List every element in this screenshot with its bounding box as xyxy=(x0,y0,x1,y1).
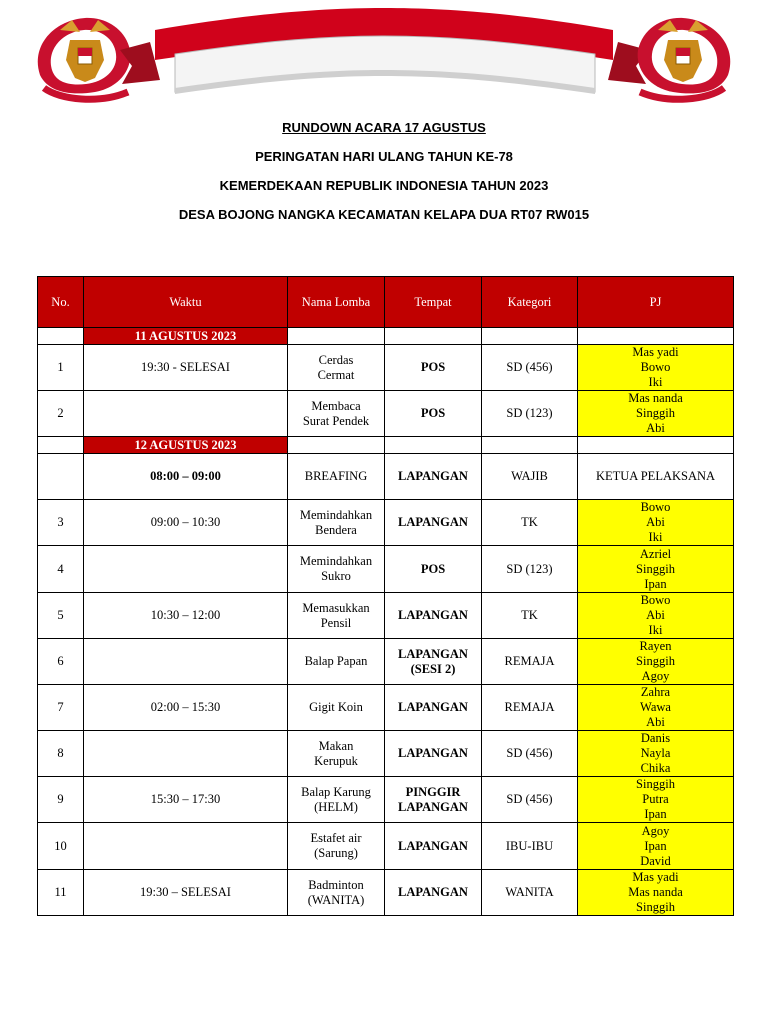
cell-no: 4 xyxy=(38,546,84,593)
header-tempat: Tempat xyxy=(385,277,482,328)
cell-pj xyxy=(578,391,734,437)
pj-name: Abi xyxy=(646,515,665,529)
lomba-line: (Sarung) xyxy=(314,846,358,860)
cell-tempat xyxy=(385,639,482,685)
cell-nama-lomba xyxy=(288,345,385,391)
pj-name: Iki xyxy=(648,623,663,637)
lomba-line: (WANITA) xyxy=(307,892,365,907)
lomba-line: BREAFING xyxy=(304,469,368,483)
cell-pj xyxy=(578,454,734,500)
tempat-line: PINGGIR xyxy=(405,784,461,799)
cell-pj xyxy=(578,500,734,546)
cell-tempat xyxy=(385,685,482,731)
cell-no: 6 xyxy=(38,639,84,685)
pj-name: Ipan xyxy=(644,838,667,853)
pj-name: Mas yadi xyxy=(632,870,679,884)
table-row xyxy=(38,639,734,685)
pj-name: Abi xyxy=(646,608,665,622)
cell-kategori: IBU-IBU xyxy=(482,823,578,870)
cell-nama-lomba xyxy=(288,823,385,870)
cell-kategori: SD (456) xyxy=(482,777,578,823)
cell-waktu: 19:30 – SELESAI xyxy=(84,870,288,916)
cell-pj xyxy=(578,639,734,685)
pj-name: David xyxy=(640,853,671,868)
pj-name: Mas yadi xyxy=(632,345,679,359)
cell-kategori: SD (456) xyxy=(482,731,578,777)
cell-waktu xyxy=(84,546,288,593)
cell-kategori: TK xyxy=(482,593,578,639)
pj-name: Agoy xyxy=(641,823,670,838)
empty-cell xyxy=(578,437,734,454)
cell-pj xyxy=(578,870,734,916)
lomba-line: Bendera xyxy=(315,522,357,537)
pj-name: Zahra xyxy=(640,685,671,699)
garuda-emblem-right-icon xyxy=(638,18,731,99)
cell-waktu xyxy=(84,391,288,437)
cell-waktu xyxy=(84,639,288,685)
lomba-line: Gigit Koin xyxy=(309,700,363,714)
pj-name: Nayla xyxy=(640,746,671,760)
cell-no: 2 xyxy=(38,391,84,437)
document-titles xyxy=(0,118,768,234)
cell-waktu: 19:30 - SELESAI xyxy=(84,345,288,391)
cell-pj xyxy=(578,345,734,391)
cell-kategori: WAJIB xyxy=(482,454,578,500)
header-banner xyxy=(0,0,768,120)
cell-tempat xyxy=(385,345,482,391)
cell-pj xyxy=(578,777,734,823)
pj-name: KETUA PELAKSANA xyxy=(595,469,716,483)
cell-nama-lomba xyxy=(288,870,385,916)
date-label: 12 AGUSTUS 2023 xyxy=(84,437,288,454)
empty-cell xyxy=(38,328,84,345)
pj-name: Rayen xyxy=(639,639,672,653)
lomba-line: Pensil xyxy=(320,615,352,630)
date-row xyxy=(38,328,734,345)
pj-name: Ipan xyxy=(644,807,667,821)
cell-nama-lomba xyxy=(288,639,385,685)
empty-cell xyxy=(288,437,385,454)
lomba-line: Memindahkan xyxy=(299,554,373,568)
empty-cell xyxy=(482,437,578,454)
pj-name: Mas nanda xyxy=(628,885,683,899)
cell-nama-lomba xyxy=(288,777,385,823)
cell-pj xyxy=(578,685,734,731)
pj-name: Putra xyxy=(642,792,669,806)
pj-name: Singgih xyxy=(636,654,675,668)
pj-name: Iki xyxy=(648,375,663,389)
cell-no: 3 xyxy=(38,500,84,546)
cell-kategori: REMAJA xyxy=(482,639,578,685)
pj-name: Iki xyxy=(648,530,663,544)
subtitle-line-1: PERINGATAN HARI ULANG TAHUN KE-78 xyxy=(255,149,513,164)
cell-nama-lomba xyxy=(288,454,385,500)
pj-name: Singgih xyxy=(636,406,675,420)
lomba-line: Kerupuk xyxy=(314,753,358,768)
lomba-line: (HELM) xyxy=(314,799,358,814)
pj-name: Wawa xyxy=(640,700,671,714)
table-header-row xyxy=(38,277,734,328)
red-white-ribbon xyxy=(120,8,648,94)
cell-no: 1 xyxy=(38,345,84,391)
cell-kategori: SD (123) xyxy=(482,546,578,593)
cell-kategori: WANITA xyxy=(482,870,578,916)
cell-tempat xyxy=(385,500,482,546)
cell-no: 5 xyxy=(38,593,84,639)
cell-waktu: 08:00 – 09:00 xyxy=(84,454,288,500)
cell-nama-lomba xyxy=(288,593,385,639)
lomba-line: Membaca xyxy=(311,398,361,413)
table-row xyxy=(38,777,734,823)
pj-name: Ipan xyxy=(644,576,667,591)
empty-cell xyxy=(288,328,385,345)
date-row xyxy=(38,437,734,454)
cell-kategori: SD (123) xyxy=(482,391,578,437)
cell-nama-lomba xyxy=(288,500,385,546)
pj-name: Singgih xyxy=(636,561,675,576)
pj-name: Singgih xyxy=(636,900,675,914)
cell-tempat xyxy=(385,546,482,593)
subtitle-line-3: DESA BOJONG NANGKA KECAMATAN KELAPA DUA RT07 RW015 xyxy=(178,207,590,222)
cell-no: 11 xyxy=(38,870,84,916)
table-row xyxy=(38,823,734,870)
pj-name: Azriel xyxy=(639,546,672,561)
table-row xyxy=(38,391,734,437)
pj-name: Bowo xyxy=(640,360,671,374)
tempat-line: POS xyxy=(420,406,446,420)
cell-pj xyxy=(578,546,734,593)
cell-waktu xyxy=(84,731,288,777)
tempat-line: LAPANGAN xyxy=(398,885,468,899)
header-no: No. xyxy=(38,277,84,328)
tempat-line: LAPANGAN xyxy=(398,469,468,483)
cell-no: 7 xyxy=(38,685,84,731)
cell-tempat xyxy=(385,870,482,916)
date-label: 11 AGUSTUS 2023 xyxy=(84,328,288,345)
lomba-line: Memindahkan xyxy=(299,507,373,522)
cell-tempat xyxy=(385,391,482,437)
lomba-line: Badminton xyxy=(308,877,364,892)
lomba-line: Balap Karung xyxy=(301,784,371,799)
pj-name: Singgih xyxy=(636,777,675,791)
cell-waktu: 15:30 – 17:30 xyxy=(84,777,288,823)
empty-cell xyxy=(482,328,578,345)
tempat-line: LAPANGAN xyxy=(398,646,468,661)
lomba-line: Estafet air xyxy=(310,831,362,845)
pj-name: Abi xyxy=(646,421,665,435)
tempat-line: LAPANGAN xyxy=(398,838,468,853)
table-row xyxy=(38,593,734,639)
garuda-emblem-left-icon xyxy=(38,18,131,99)
lomba-line: Makan xyxy=(318,738,354,753)
cell-waktu: 02:00 – 15:30 xyxy=(84,685,288,731)
lomba-line: Cermat xyxy=(317,367,355,382)
cell-no: 10 xyxy=(38,823,84,870)
table-row xyxy=(38,500,734,546)
tempat-line: LAPANGAN xyxy=(398,515,468,529)
pj-name: Danis xyxy=(640,731,671,745)
cell-no: 8 xyxy=(38,731,84,777)
tempat-line: LAPANGAN xyxy=(398,608,468,622)
cell-no xyxy=(38,454,84,500)
tempat-line: LAPANGAN xyxy=(398,746,468,760)
cell-waktu: 09:00 – 10:30 xyxy=(84,500,288,546)
cell-nama-lomba xyxy=(288,731,385,777)
table-row xyxy=(38,546,734,593)
lomba-line: Surat Pendek xyxy=(302,413,370,428)
tempat-line: LAPANGAN xyxy=(398,799,468,814)
cell-no: 9 xyxy=(38,777,84,823)
cell-nama-lomba xyxy=(288,546,385,593)
empty-cell xyxy=(385,437,482,454)
table-row xyxy=(38,345,734,391)
cell-waktu xyxy=(84,823,288,870)
table-row xyxy=(38,454,734,500)
document-title: RUNDOWN ACARA 17 AGUSTUS xyxy=(282,120,486,135)
pj-name: Chika xyxy=(640,761,671,775)
pj-name: Agoy xyxy=(641,669,670,683)
cell-nama-lomba xyxy=(288,685,385,731)
table-row xyxy=(38,731,734,777)
cell-tempat xyxy=(385,731,482,777)
cell-tempat xyxy=(385,777,482,823)
pj-name: Bowo xyxy=(640,593,671,607)
cell-pj xyxy=(578,731,734,777)
cell-kategori: SD (456) xyxy=(482,345,578,391)
pj-name: Bowo xyxy=(640,500,671,514)
cell-tempat xyxy=(385,593,482,639)
cell-kategori: TK xyxy=(482,500,578,546)
lomba-line: Cerdas xyxy=(318,352,354,367)
empty-cell xyxy=(38,437,84,454)
subtitle-line-2: KEMERDEKAAN REPUBLIK INDONESIA TAHUN 2023 xyxy=(219,178,549,193)
table-row xyxy=(38,870,734,916)
lomba-line: Sukro xyxy=(321,569,351,583)
cell-tempat xyxy=(385,454,482,500)
lomba-line: Balap Papan xyxy=(304,654,368,668)
empty-cell xyxy=(578,328,734,345)
table-row xyxy=(38,685,734,731)
tempat-line: POS xyxy=(420,561,446,576)
header-waktu: Waktu xyxy=(84,277,288,328)
pj-name: Abi xyxy=(646,715,665,729)
tempat-line: (SESI 2) xyxy=(410,661,456,676)
lomba-line: Memasukkan xyxy=(302,600,370,615)
cell-pj xyxy=(578,593,734,639)
tempat-line: POS xyxy=(420,360,446,374)
empty-cell xyxy=(385,328,482,345)
cell-pj xyxy=(578,823,734,870)
tempat-line: LAPANGAN xyxy=(398,700,468,714)
cell-waktu: 10:30 – 12:00 xyxy=(84,593,288,639)
cell-kategori: REMAJA xyxy=(482,685,578,731)
rundown-table xyxy=(37,276,734,916)
pj-name: Mas nanda xyxy=(628,391,683,405)
cell-nama-lomba xyxy=(288,391,385,437)
header-pj: PJ xyxy=(578,277,734,328)
header-nama-lomba: Nama Lomba xyxy=(288,277,385,328)
cell-tempat xyxy=(385,823,482,870)
header-kategori: Kategori xyxy=(482,277,578,328)
